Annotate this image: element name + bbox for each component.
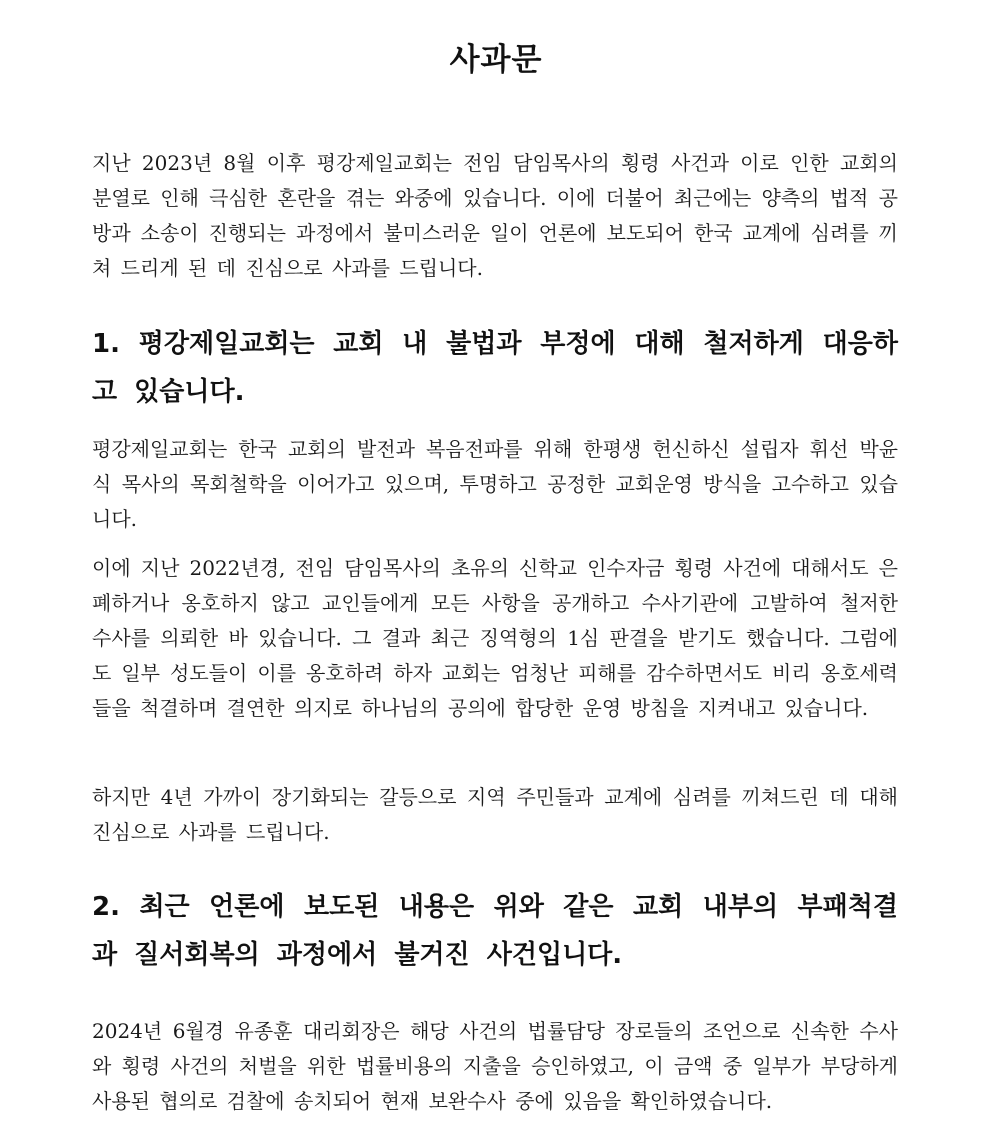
intro-paragraph: 지난 2023년 8월 이후 평강제일교회는 전임 담임목사의 횡령 사건과 이로 인한 교회의 분열로 인해 극심한 혼란을 겪는 와중에 있습니다. 이에 더불어 최근에는 양측의 법적 공방과 소송이 진행되는 과정에서 불미스러운 일이 언론에 보도되어 한국 교계에 심려를 끼쳐 드리게 된 데 진심으로 사과를 드립니다. — [92, 151, 898, 280]
section-1-heading: 1. 평강제일교회는 교회 내 불법과 부정에 대해 철저하게 대응하고 있습니다. — [92, 329, 898, 407]
section-1-paragraph-1: 평강제일교회는 한국 교회의 발전과 복음전파를 위해 한평생 헌신하신 설립자 휘선 박윤식 목사의 목회철학을 이어가고 있으며, 투명하고 공정한 교회운영 방식을 고수하고 있습니다. — [92, 437, 898, 531]
section-2-heading: 2. 최근 언론에 보도된 내용은 위와 같은 교회 내부의 부패척결과 질서회복의 과정에서 불거진 사건입니다. — [92, 892, 898, 970]
section-1-paragraph-3: 하지만 4년 가까이 장기화되는 갈등으로 지역 주민들과 교계에 심려를 끼쳐드린 데 대해 진심으로 사과를 드립니다. — [92, 785, 898, 844]
section-2-paragraph-1: 2024년 6월경 유종훈 대리회장은 해당 사건의 법률담당 장로들의 조언으로 신속한 수사와 횡령 사건의 처벌을 위한 법률비용의 지출을 승인하였고, 이 금액 중 일부가 부당하게 사용된 협의로 검찰에 송치되어 현재 보완수사 중에 있음을 확인하였습니다. — [92, 1019, 898, 1113]
section-1-paragraph-2: 이에 지난 2022년경, 전임 담임목사의 초유의 신학교 인수자금 횡령 사건에 대해서도 은폐하거나 옹호하지 않고 교인들에게 모든 사항을 공개하고 수사기관에 고발하여 철저한 수사를 의뢰한 바 있습니다. 그 결과 최근 징역형의 1심 판결을 받기도 했습니다. 그럼에도 일부 성도들이 이를 옹호하려 하자 교회는 엄청난 피해를 감수하면서도 비리 옹호세력들을 척결하며 결연한 의지로 하나님의 공의에 합당한 운영 방침을 지켜내고 있습니다. — [92, 556, 898, 720]
document-title: 사과문 — [449, 42, 543, 78]
